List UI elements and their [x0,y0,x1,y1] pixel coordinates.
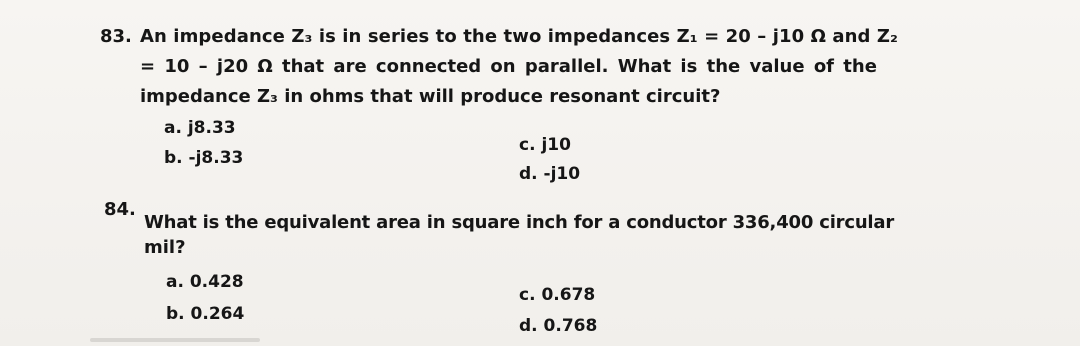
question-84-line-2: mil? [144,237,186,258]
question-84-choice-d[interactable]: d. 0.768 [519,316,598,336]
question-84-choice-b[interactable]: b. 0.264 [166,304,245,324]
question-83-choice-a[interactable]: a. j8.33 [164,118,236,138]
question-84-number: 84. [104,199,136,220]
question-83-line-3: impedance Z₃ in ohms that will produce resonant circuit? [140,86,721,107]
question-84-choice-c[interactable]: c. 0.678 [519,285,596,305]
scan-smudge [90,338,260,342]
question-83-choice-c[interactable]: c. j10 [519,135,571,155]
question-84-choice-a[interactable]: a. 0.428 [166,272,244,292]
question-83-number: 83. [100,26,132,47]
question-83-choice-b[interactable]: b. -j8.33 [164,148,244,168]
question-84-line-1: What is the equivalent area in square inch for a conductor 336,400 circular [144,212,895,233]
question-83-line-2: = 10 – j20 Ω that are connected on parallel. What is the value of the [140,56,877,77]
question-83-choice-d[interactable]: d. -j10 [519,164,581,184]
question-83-line-1: An impedance Z₃ is in series to the two impedances Z₁ = 20 – j10 Ω and Z₂ [140,26,899,47]
